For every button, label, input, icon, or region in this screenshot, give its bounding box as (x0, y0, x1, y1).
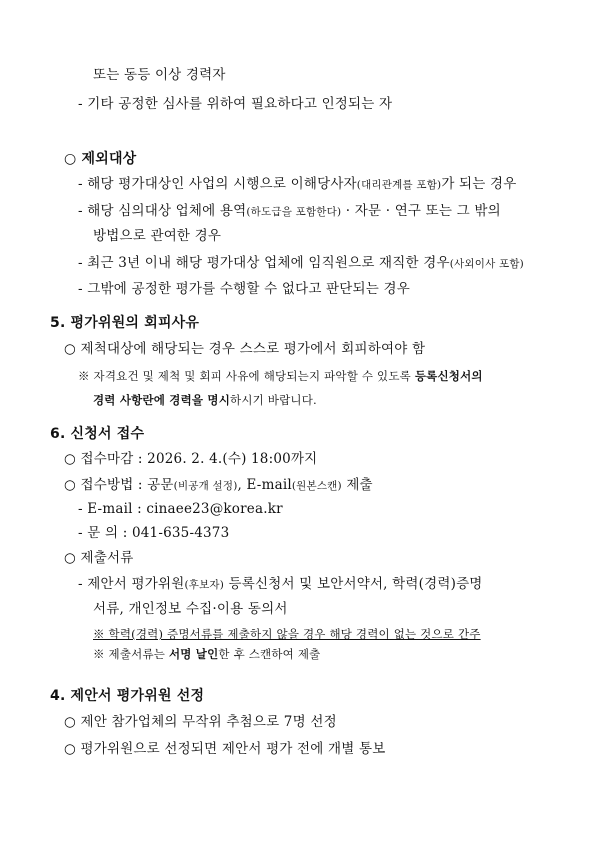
section-6-method-paren-1: (비공개 설정) (173, 480, 238, 492)
exclusion-item-2-paren: (하도급을 포함한다) (246, 206, 342, 218)
section-4-item-2: ○ 평가위원으로 선정되면 제안서 평가 전에 개별 통보 (64, 741, 386, 757)
exclusion-item-2-text: - 해당 심의대상 업체에 용역 (78, 203, 247, 219)
section-5-note (78, 367, 483, 385)
exclusion-item-3-text: - 최근 3년 이내 해당 평가대상 업체에 임직원으로 재직한 경우 (78, 255, 450, 271)
section-6-method-tail: 제출 (341, 477, 373, 493)
section-5-note-tail: 하시기 바랍니다. (230, 393, 317, 407)
section-6-note-2-text: ※ 제출서류는 (93, 647, 169, 661)
section-6-note-1: ※ 학력(경력) 증명서류를 제출하지 않을 경우 해당 경력이 없는 것으로 간주 (93, 627, 481, 641)
section-5-item-1: ○ 제척대상에 해당되는 경우 스스로 평가에서 회피하여야 함 (64, 341, 426, 357)
qualification-continued: 또는 동등 이상 경력자 (93, 67, 226, 83)
section-6-phone: - 문 의 : 041-635-4373 (78, 525, 230, 541)
qualification-other: - 기타 공정한 심사를 위하여 필요하다고 인정되는 자 (78, 96, 393, 112)
section-6-method (64, 476, 373, 495)
section-4-heading: 4. 제안서 평가위원 선정 (50, 688, 205, 704)
section-6-docs-tail: 등록신청서 및 보안서약서, 학력(경력)증명 (224, 576, 483, 592)
exclusion-heading: ○ 제외대상 (64, 151, 137, 167)
section-5-note-text: ※ 자격요건 및 제척 및 회피 사유에 해당되는지 파악할 수 있도록 (78, 369, 415, 383)
section-4-item-1: ○ 제안 참가업체의 무작위 추첨으로 7명 선정 (64, 714, 337, 730)
section-6-docs-heading: ○ 제출서류 (64, 550, 134, 566)
section-6-docs-paren: (후보자) (184, 579, 225, 591)
section-6-docs-text: - 제안서 평가위원 (78, 576, 185, 592)
section-5-note-bold-2: 경력 사항란에 경력을 명시 (93, 393, 231, 407)
exclusion-item-4: - 그밖에 공정한 평가를 수행할 수 없다고 판단되는 경우 (78, 281, 410, 297)
exclusion-item-1 (78, 175, 517, 194)
section-6-docs-item (78, 575, 483, 594)
exclusion-item-2-continued: 방법으로 관여한 경우 (93, 228, 222, 244)
exclusion-item-2 (78, 202, 501, 221)
section-6-docs-continued: 서류, 개인정보 수집·이용 동의서 (93, 601, 288, 617)
section-5-note-continued (93, 391, 317, 409)
section-5-note-bold-1: 등록신청서의 (414, 369, 483, 383)
section-6-note-2 (93, 645, 320, 663)
exclusion-item-1-text: - 해당 평가대상인 사업의 시행으로 이해당사자 (78, 176, 357, 192)
section-6-method-text: ○ 접수방법 : 공문 (64, 477, 174, 493)
section-6-method-paren-2: (원본스캔) (291, 480, 342, 492)
exclusion-item-1-paren: (대리관계를 포함) (356, 179, 442, 191)
exclusion-item-1-tail: 가 되는 경우 (441, 176, 517, 192)
section-6-email: - E-mail : cinaee23@korea.kr (78, 501, 283, 517)
section-6-deadline: ○ 접수마감 : 2026. 2. 4.(수) 18:00까지 (64, 451, 318, 467)
exclusion-item-2-tail: · 자문 · 연구 또는 그 밖의 (341, 203, 501, 219)
section-5-heading: 5. 평가위원의 회피사유 (50, 315, 200, 331)
section-6-method-email: , E-mail (237, 477, 292, 493)
section-6-heading: 6. 신청서 접수 (50, 426, 145, 442)
section-6-note-2-tail: 한 후 스캔하여 제출 (218, 647, 321, 661)
exclusion-item-3-paren: (사외이사 포함) (449, 258, 524, 270)
exclusion-item-3 (78, 254, 524, 273)
section-6-note-2-bold: 서명 날인 (168, 647, 219, 661)
